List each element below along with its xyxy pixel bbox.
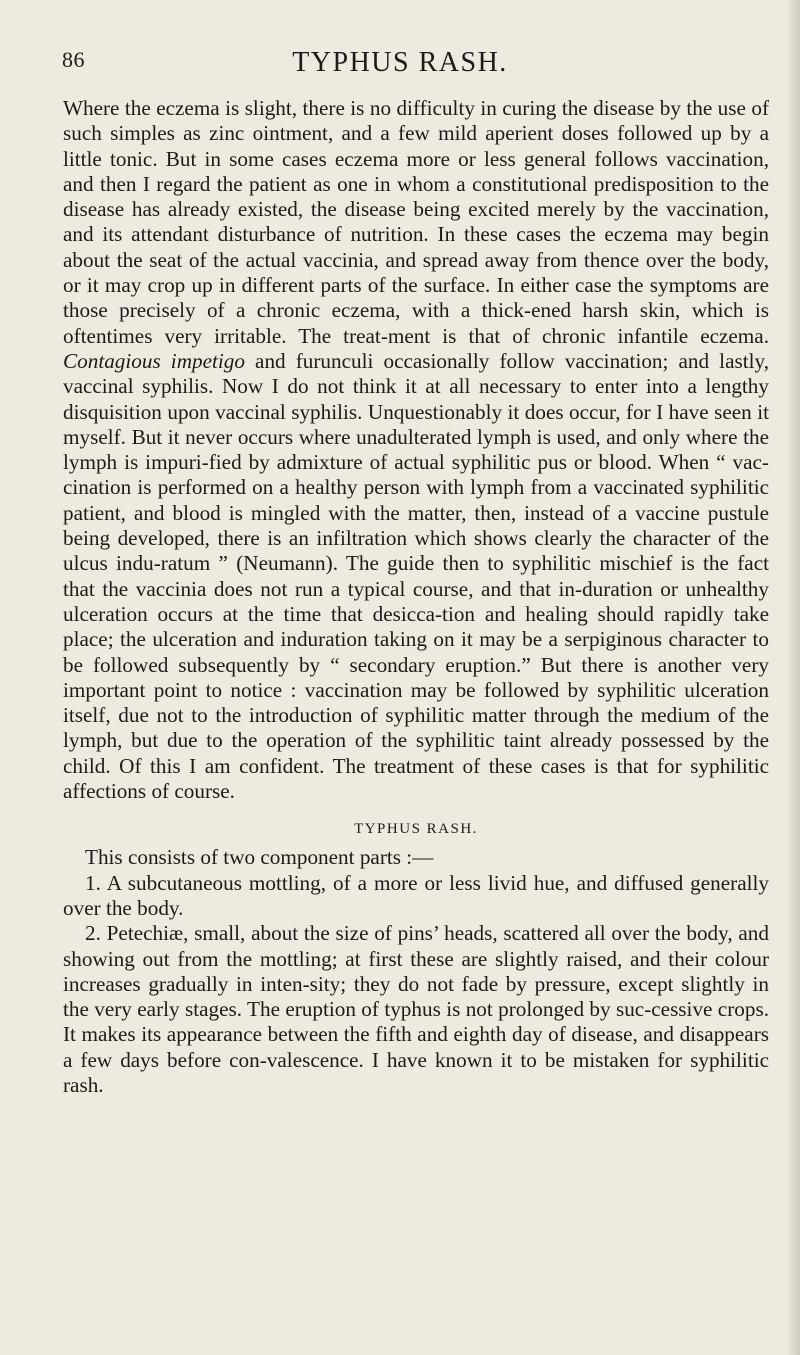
paragraph-text: Where the eczema is slight, there is no difficulty in curing the disease by the use of such simples as zinc ointment, and a few mild aperient doses followed up by a little tonic. But in some cases eczema more or less general follows vaccination, and then I regard the patient as one in whom a constitutional predisposition to the disease has already existed, the disease being excited merely by the vaccination, and its attendant disturbance of nutrition. In these cases the eczema may begin about the seat of the actual vaccinia, and spread away from thence over the body, or it may crop up in different parts of the surface. In either case the symptoms are those precisely of a chronic eczema, with a thick-ened harsh skin, which is oftentimes very irritable. The treat-ment is that of chronic infantile eczema. [63, 96, 769, 348]
list-item: 2. Petechiæ, small, about the size of pins’ heads, scattered all over the body, and showing out from the mottling; at first these are slightly raised, and their colour increases gradually in inten-sity; they do not fade by pressure, except slightly in the very early stages. The eruption of typhus is not prolonged by suc-cessive crops. It makes its appearance between the fifth and eighth day of disease, and disappears a few days before con-valescence. I have known it to be mistaken for syphilitic rash. [63, 921, 769, 1097]
section-intro: This consists of two component parts :— [85, 845, 434, 870]
body-text [63, 96, 769, 1098]
page-number: 86 [62, 47, 85, 72]
paragraph-eczema-and-syphilis [63, 96, 769, 804]
list-item: 1. A subcutaneous mottling, of a more or less livid hue, and diffused generally over the body. [63, 870, 769, 920]
paragraph-text: and furunculi occasionally follow vaccination; and lastly, vaccinal syphilis. Now I do not think it at all necessary to enter into a lengthy disquisition upon vaccinal syphilis. Unquestionably it does occur, for I have seen it myself. But it never occurs where unadulterated lymph is used, and only where the lymph is impuri-fied by admixture of actual syphilitic pus or blood. When “ vac-cination is performed on a healthy person with lymph from a vaccinated syphilitic patient, and blood is mingled with the matter, then, instead of a vaccine pustule being developed, there is an infiltration which shows clearly the character of the ulcus indu-ratum ” (Neumann). The guide then to syphilitic mischief is the fact that the vaccinia does not run a typical course, and that in-duration or unhealthy ulceration occurs at the time that desicca-tion and healing should rapidly take place; the ulceration and induration taking on it may be a serpiginous character to be followed subsequently by “ secondary eruption.” But there is another very important point to notice : vaccination may be followed by syphilitic ulceration itself, due not to the introduction of syphilitic matter through the medium of the lymph, but due to the operation of the syphilitic taint already possessed by the child. Of this I am confident. The treatment of these cases is that for syphilitic affections of course. [63, 348, 770, 804]
section-heading: TYPHUS RASH. [354, 821, 478, 838]
page-edge-shadow [786, 0, 800, 1355]
running-head [0, 47, 800, 87]
italic-term: Contagious impetigo [63, 348, 245, 373]
running-title: TYPHUS RASH. [292, 47, 508, 78]
